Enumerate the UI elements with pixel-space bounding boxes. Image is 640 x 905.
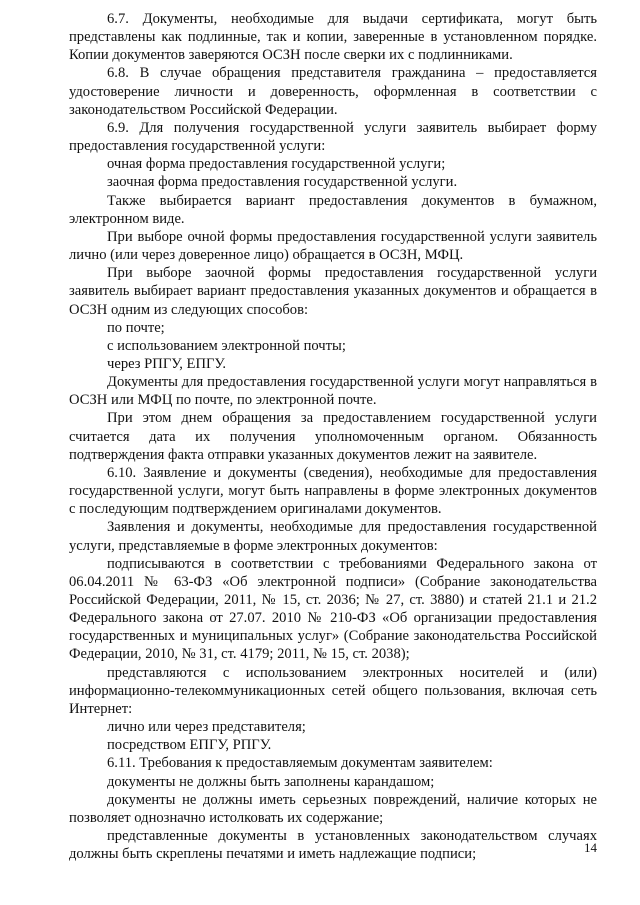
paragraph-electronic-documents: Заявления и документы, необходимые для предоставления государственной услуги, представляемые в форме электронных документов:: [69, 519, 597, 554]
paragraph-6-8: 6.8. В случае обращения представителя гражданина – предоставляется удостоверение личности и доверенность, оформленная в соответствии с законодательством Российской Федерации.: [69, 65, 597, 118]
paragraph-date-of-request: При этом днем обращения за предоставлением государственной услуги считается дата их получения уполномоченным органом. Обязанность подтверждения факта отправки указанных документов лежит на заявителе.: [69, 410, 597, 463]
paragraph-document-variant: Также выбирается вариант предоставления документов в бумажном, электронном виде.: [69, 192, 597, 227]
paragraph-remote-choice: При выборе заочной формы предоставления государственной услуги заявитель выбирает вариант предоставления указанных документов и обращается в ОСЗН одним из следующих способов:: [69, 265, 597, 318]
list-item-remote-form: заочная форма предоставления государственной услуги.: [107, 174, 458, 191]
list-item-personally: лично или через представителя;: [107, 719, 306, 736]
list-item-by-mail: по почте;: [107, 319, 165, 336]
list-item-by-email: с использованием электронной почты;: [107, 337, 346, 354]
page-number: 14: [584, 840, 597, 855]
list-item-in-person-form: очная форма предоставления государственной услуги;: [107, 156, 446, 173]
paragraph-6-7: 6.7. Документы, необходимые для выдачи сертификата, могут быть представлены как подлинные, так и копии, заверенные в установленном порядке. Копии документов заверяются ОСЗН после сверки их с подлинниками.: [69, 11, 597, 64]
list-item-seals-signatures: представленные документы в установленных законодательством случаях должны быть скреплены печатями и иметь надлежащие подписи;: [69, 828, 597, 863]
paragraph-sending-documents: Документы для предоставления государственной услуги могут направляться в ОСЗН или МФЦ по почте, по электронной почте.: [69, 374, 597, 409]
list-item-signed: подписываются в соответствии с требованиями Федерального закона от 06.04.2011 № 63-ФЗ «Об электронной подписи» (Собрание законодательства Российской Федерации, 2011, № 15, ст. 2036; № 27, ст. 3880) и статей 21.1 и 21.2 Федерального закона от 27.07. 2010 № 210-ФЗ «Об организации предоставления государственных и муниципальных услуг» (Собрание законодательства Российской Федерации, 2010, № 31, ст. 4179; 2011, № 15, ст. 2038);: [69, 555, 597, 663]
list-item-via-epgu: посредством ЕПГУ, РПГУ.: [107, 737, 272, 754]
paragraph-6-11: 6.11. Требования к предоставляемым документам заявителем:: [107, 755, 493, 772]
list-item-no-damage: документы не должны иметь серьезных повреждений, наличие которых не позволяет однозначно истолковать их содержание;: [69, 791, 597, 826]
list-item-via-portal: через РПГУ, ЕПГУ.: [107, 355, 227, 372]
list-item-no-pencil: документы не должны быть заполнены карандашом;: [107, 773, 435, 790]
document-body: [69, 10, 597, 863]
paragraph-in-person-choice: При выборе очной формы предоставления государственной услуги заявитель лично (или через доверенное лицо) обращается в ОСЗН, МФЦ.: [69, 228, 597, 264]
list-item-submitted: представляются с использованием электронных носителей и (или) информационно-телекоммуникационных сетей общего пользования, включая сеть Интернет:: [69, 664, 597, 717]
paragraph-6-9: 6.9. Для получения государственной услуги заявитель выбирает форму предоставления государственной услуги:: [69, 119, 597, 155]
paragraph-6-10: 6.10. Заявление и документы (сведения), необходимые для предоставления государственной услуги, могут быть направлены в форме электронных документов с последующим подтверждением оригиналами документов.: [69, 464, 597, 518]
